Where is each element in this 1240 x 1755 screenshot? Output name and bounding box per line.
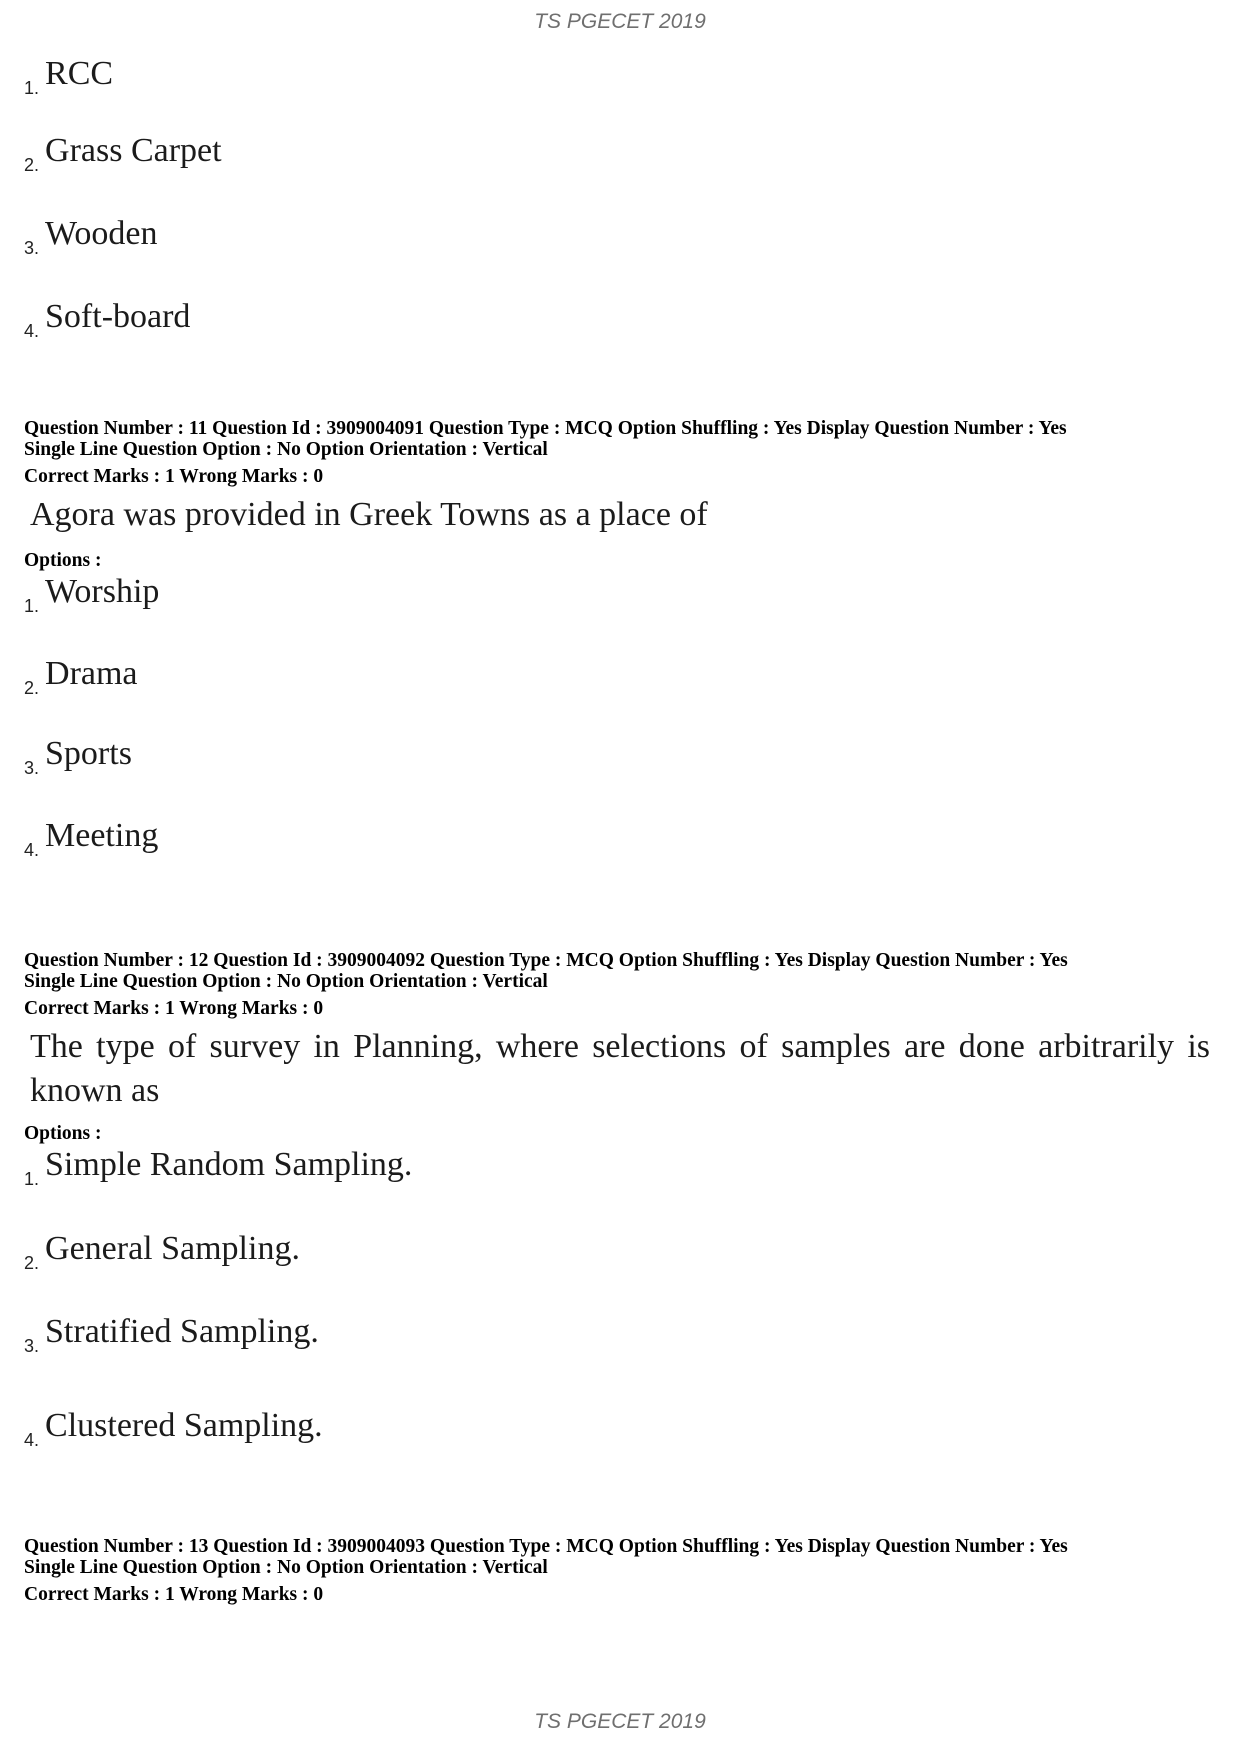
- question-12-meta: [24, 950, 1224, 992]
- option-number: 1.: [24, 78, 40, 98]
- question-11-option-4[interactable]: [24, 817, 158, 861]
- question-11-meta: [24, 418, 1224, 460]
- option-text: Sports: [45, 735, 132, 772]
- question-meta-line: Question Number : 11 Question Id : 3909004091 Question Type : MCQ Option Shuffling : Yes Display Question Number : Yes: [24, 418, 1067, 439]
- option-number: 3.: [24, 1336, 40, 1356]
- question-13-meta: [24, 1536, 1224, 1578]
- option-text: Meeting: [45, 817, 159, 854]
- page-footer: TS PGECET 2019: [534, 1710, 706, 1733]
- question-13-marks: Correct Marks : 1 Wrong Marks : 0: [24, 1584, 324, 1605]
- question-11-option-3[interactable]: [24, 735, 132, 779]
- option-number: 3.: [24, 758, 40, 778]
- option-number: 4.: [24, 1430, 40, 1450]
- option-number: 2.: [24, 678, 40, 698]
- question-12-marks: Correct Marks : 1 Wrong Marks : 0: [24, 998, 324, 1019]
- question-meta-line: Single Line Question Option : No Option Orientation : Vertical: [24, 971, 548, 992]
- option-number: 2.: [24, 1253, 40, 1273]
- option-text: Grass Carpet: [45, 132, 222, 169]
- option-number: 2.: [24, 155, 40, 175]
- option-number: 3.: [24, 238, 40, 258]
- question-12-option-2[interactable]: [24, 1230, 300, 1274]
- option-text: General Sampling.: [45, 1230, 300, 1267]
- question-meta-line: Single Line Question Option : No Option Orientation : Vertical: [24, 439, 548, 460]
- option-text: Simple Random Sampling.: [45, 1146, 413, 1183]
- question-11-options-label: Options :: [24, 550, 102, 571]
- option-text: Stratified Sampling.: [45, 1313, 319, 1350]
- option-number: 4.: [24, 840, 40, 860]
- option-number: 1.: [24, 596, 40, 616]
- option-text: Wooden: [45, 215, 158, 252]
- page-header: TS PGECET 2019: [534, 10, 706, 33]
- option-1[interactable]: [24, 55, 113, 99]
- question-meta-line: Question Number : 12 Question Id : 3909004092 Question Type : MCQ Option Shuffling : Yes Display Question Number : Yes: [24, 950, 1068, 971]
- question-11-marks: Correct Marks : 1 Wrong Marks : 0: [24, 466, 324, 487]
- option-text: Soft-board: [45, 298, 191, 335]
- option-number: 4.: [24, 321, 40, 341]
- option-text: Worship: [45, 573, 160, 610]
- question-12-option-1[interactable]: [24, 1146, 412, 1190]
- option-text: Drama: [45, 655, 138, 692]
- option-text: Clustered Sampling.: [45, 1407, 323, 1444]
- option-4[interactable]: [24, 298, 190, 342]
- option-number: 1.: [24, 1169, 40, 1189]
- question-meta-line: Question Number : 13 Question Id : 3909004093 Question Type : MCQ Option Shuffling : Yes Display Question Number : Yes: [24, 1536, 1068, 1557]
- question-meta-line: Single Line Question Option : No Option Orientation : Vertical: [24, 1557, 548, 1578]
- question-12-option-4[interactable]: [24, 1407, 323, 1451]
- option-text: RCC: [45, 55, 114, 92]
- question-11-option-1[interactable]: [24, 573, 159, 617]
- question-11-text: Agora was provided in Greek Towns as a place of: [30, 496, 708, 533]
- question-12-options-label: Options :: [24, 1123, 102, 1144]
- question-11-option-2[interactable]: [24, 655, 138, 699]
- option-2[interactable]: [24, 132, 222, 176]
- question-12-text: The type of survey in Planning, where selections of samples are done arbitrarily is known as: [30, 1028, 1210, 1109]
- question-12-option-3[interactable]: [24, 1313, 319, 1357]
- option-3[interactable]: [24, 215, 157, 259]
